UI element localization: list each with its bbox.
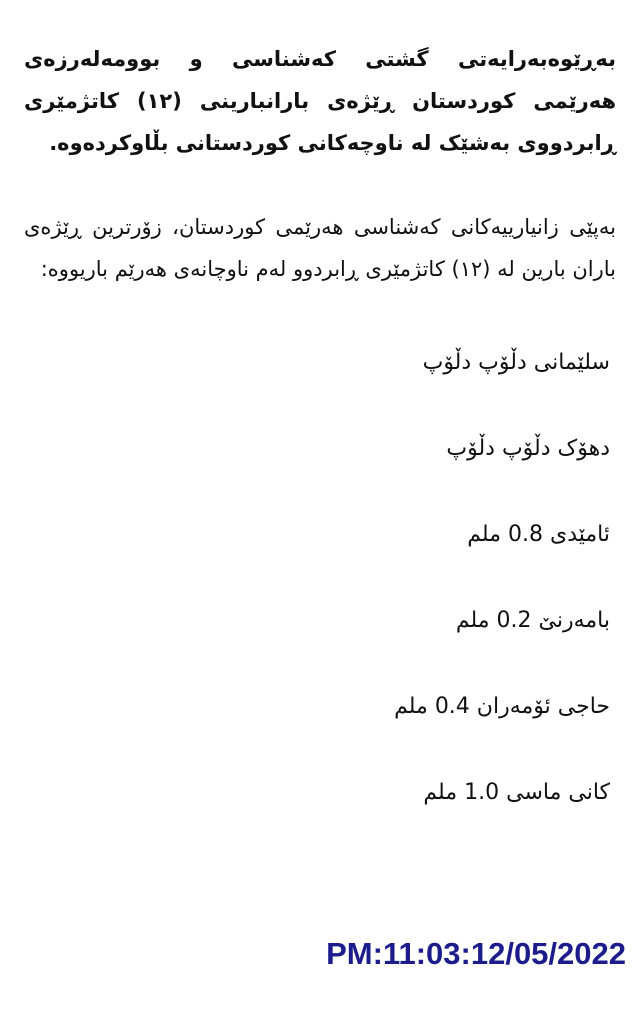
article-headline: بەڕێوەبەرایەتی گشتی کەشناسی و بوومەلەرزەی هەرێمی کوردستان ڕێژەی بارانبارینی (١٢) کاتژمێری ڕابردووی بەشێک لە ناوچەکانی کوردستانی بڵاوکردەوە.: [24, 47, 617, 155]
news-article: [24, 38, 616, 836]
rainfall-item-haji-omaran: حاجی ئۆمەران 0.4 ملم: [394, 694, 610, 719]
post-timestamp: PM:11:03:12/05/2022: [326, 936, 626, 971]
article-intro: بەپێی زانیارییەکانی کەشناسی هەرێمی کوردستان، زۆرترین ڕێژەی باران بارین لە (١٢) کاتژمێری ڕابردوو لەم ناوچانەی هەرێم باریووە:: [24, 215, 616, 281]
rainfall-item-sulaymaniyah: سلێمانی دڵۆپ دڵۆپ: [422, 350, 610, 375]
rainfall-item-bamarni: بامەرنێ 0.2 ملم: [455, 608, 610, 633]
rainfall-item-duhok: دهۆک دڵۆپ دڵۆپ: [446, 436, 610, 461]
rainfall-item-amedi: ئامێدی 0.8 ملم: [467, 522, 610, 547]
rainfall-list: [24, 320, 616, 836]
rainfall-item-kani-masi: کانی ماسی 1.0 ملم: [423, 780, 610, 805]
